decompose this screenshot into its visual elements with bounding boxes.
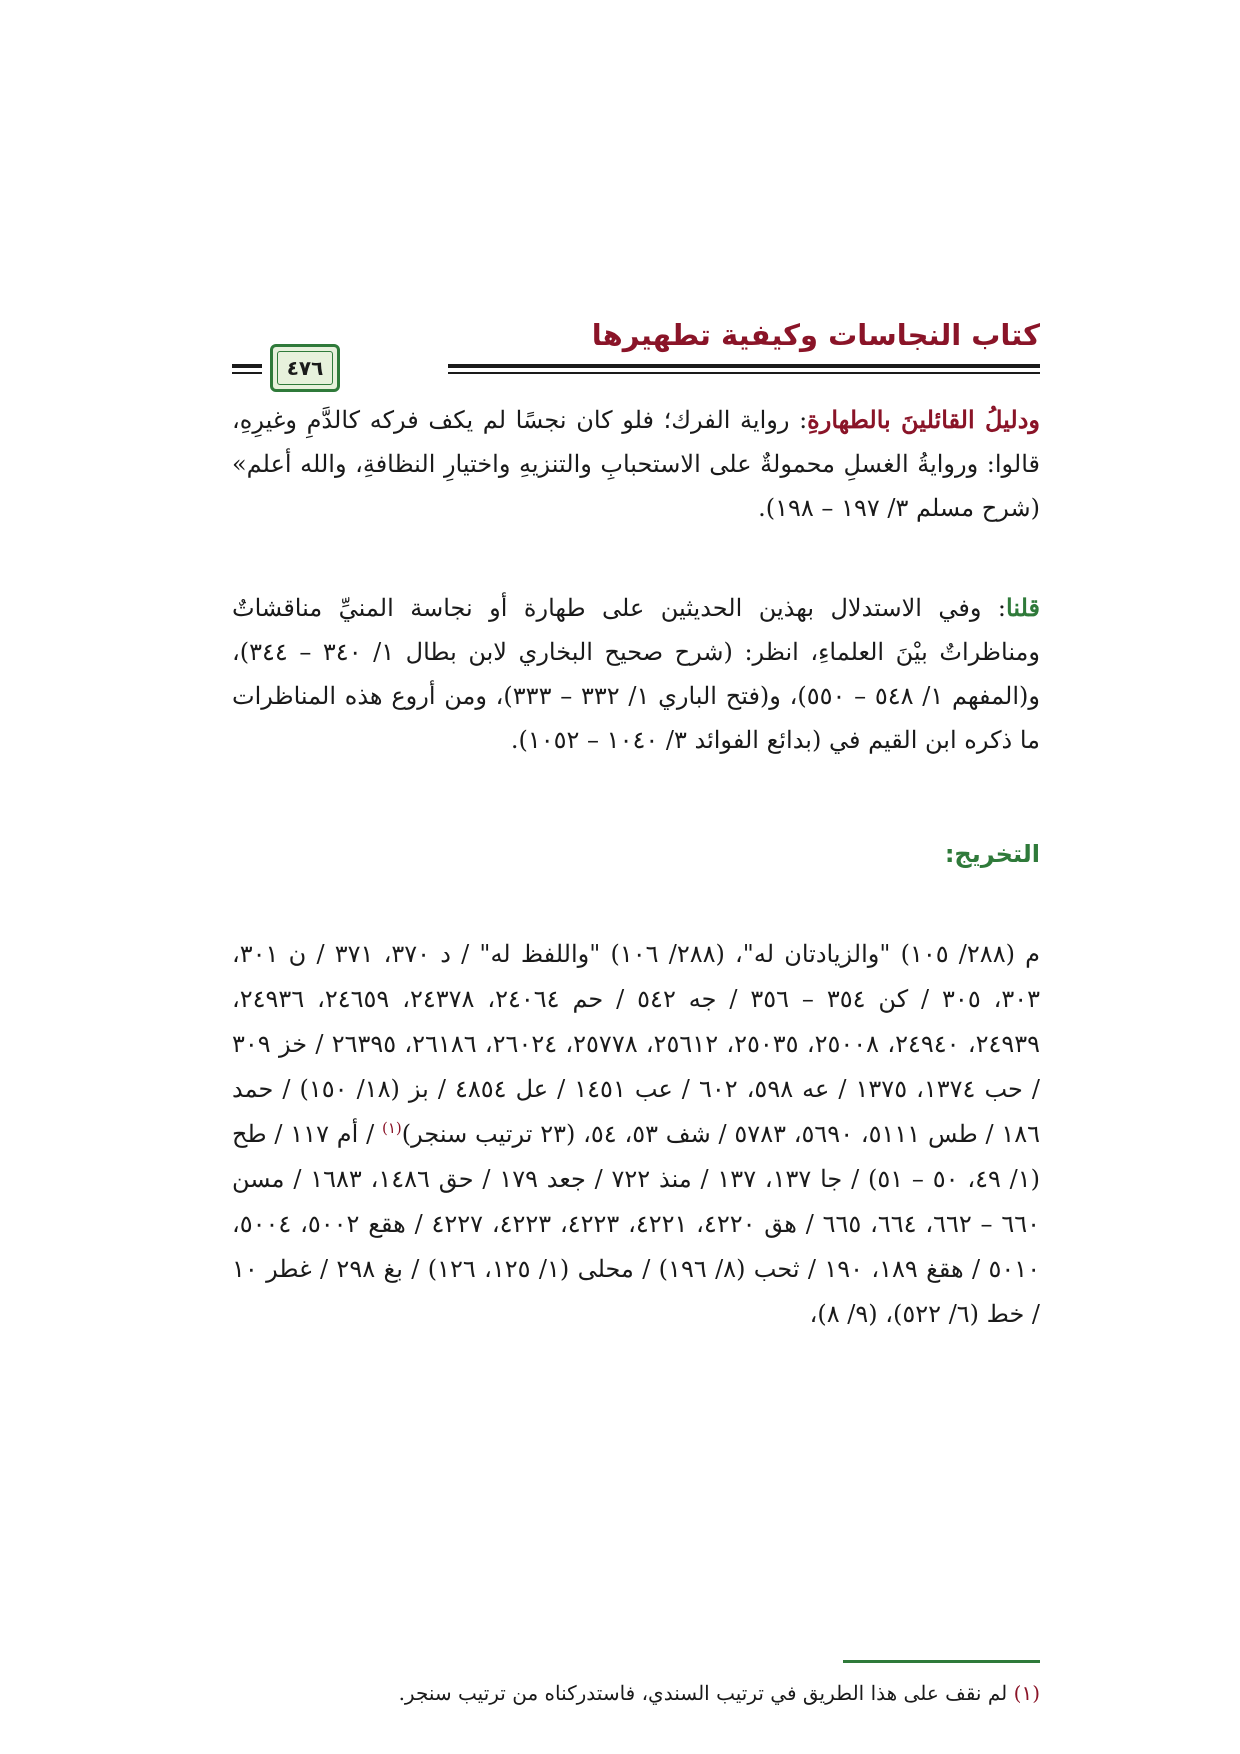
header-double-rule [448,364,1040,377]
paragraph-lead: ودليلُ القائلينَ بالطهارةِ [807,405,1040,434]
section-heading: التخريج: [944,840,1040,868]
book-title: كتاب النجاسات وكيفية تطهيرها [591,318,1040,352]
paragraph-we-said [232,586,1040,762]
paragraph-evidence-purity [232,398,1040,530]
running-header [232,318,1040,388]
takhrij-references-continued: / أم ١١٧ / طح (١/ ٤٩، ٥٠ – ٥١) / جا ١٣٧، ١٣٧ / منذ ٧٢٢ / جعد ١٧٩ / حق ١٤٨٦، ١٦٨٣ / مسن ٦٦٠ – ٦٦٢، ٦٦٤، ٦٦٥ / هق ٤٢٢٠، ٤٢٢١، ٤٢٢٣، ٤٢٢٣، ٤٢٢٧ / هقع ٥٠٠٢، ٥٠٠٤، ٥٠١٠ / هقغ ١٨٩، ١٩٠ / ثحب (٨/ ١٩٦) / محلى (١/ ١٢٥، ١٢٦) / بغ ٢٩٨ / غطر ١٠ / خط (٦/ ٥٢٢)، (٩/ ٨)، [232,1120,1041,1328]
footnote-reference[interactable]: (١) [381,1119,402,1137]
takhrij-heading-block [232,832,1040,876]
paragraph-lead: قلنا [1006,593,1040,622]
page-number-badge [270,344,340,392]
takhrij-references: م (٢٨٨/ ١٠٥) "والزيادتان له"، (٢٨٨/ ١٠٦) "واللفظ له" / د ٣٧٠، ٣٧١ / ن ٣٠١، ٣٠٣، ٣٠٥ / كن ٣٥٤ – ٣٥٦ / جه ٥٤٢ / حم ٢٤٠٦٤، ٢٤٣٧٨، ٢٤٦٥٩، ٢٤٩٣٦، ٢٤٩٣٩، ٢٤٩٤٠، ٢٥٠٠٨، ٢٥٠٣٥، ٢٥٦١٢، ٢٥٧٧٨، ٢٦٠٢٤، ٢٦١٨٦، ٢٦٣٩٥ / خز ٣٠٩ / حب ١٣٧٤، ١٣٧٥ / عه ٥٩٨، ٦٠٢ / عب ١٤٥١ / عل ٤٨٥٤ / بز (١٨/ ١٥٠) / حمد ١٨٦ / طس ٥١١١، ٥٦٩٠، ٥٧٨٣ / شف ٥٣، ٥٤، (٢٣ ترتيب سنجر) [232,940,1041,1148]
paragraph-text: : رواية الفرك؛ فلو كان نجسًا لم يكف فركه كالدَّمِ وغيرِهِ، قالوا: وروايةُ الغسلِ محمولةٌ على الاستحبابِ والتنزيهِ واختيارِ النظافةِ، والله أعلم» (شرح مسلم ٣/ ١٩٧ – ١٩٨). [232,406,1040,522]
footnote-text: لم نقف على هذا الطريق في ترتيب السندي، فاستدركناه من ترتيب سنجر. [398,1681,1014,1705]
footnote-separator [843,1660,1040,1663]
header-short-rule [232,364,262,377]
footnote-marker: (١) [1013,1681,1040,1705]
takhrij-text [232,932,1040,1337]
footnote [232,1678,1040,1708]
page-number: ٤٧٦ [286,356,324,380]
paragraph-text: : وفي الاستدلال بهذين الحديثين على طهارة أو نجاسة المنيِّ مناقشاتٌ ومناظراتٌ بيْنَ العلماءِ، انظر: (شرح صحيح البخاري لابن بطال ١/ ٣٤٠ – ٣٤٤)، و(المفهم ١/ ٥٤٨ – ٥٥٠)، و(فتح الباري ١/ ٣٣٢ – ٣٣٣)، ومن أروع هذه المناظرات ما ذكره ابن القيم في (بدائع الفوائد ٣/ ١٠٤٠ – ١٠٥٢). [232,594,1041,754]
